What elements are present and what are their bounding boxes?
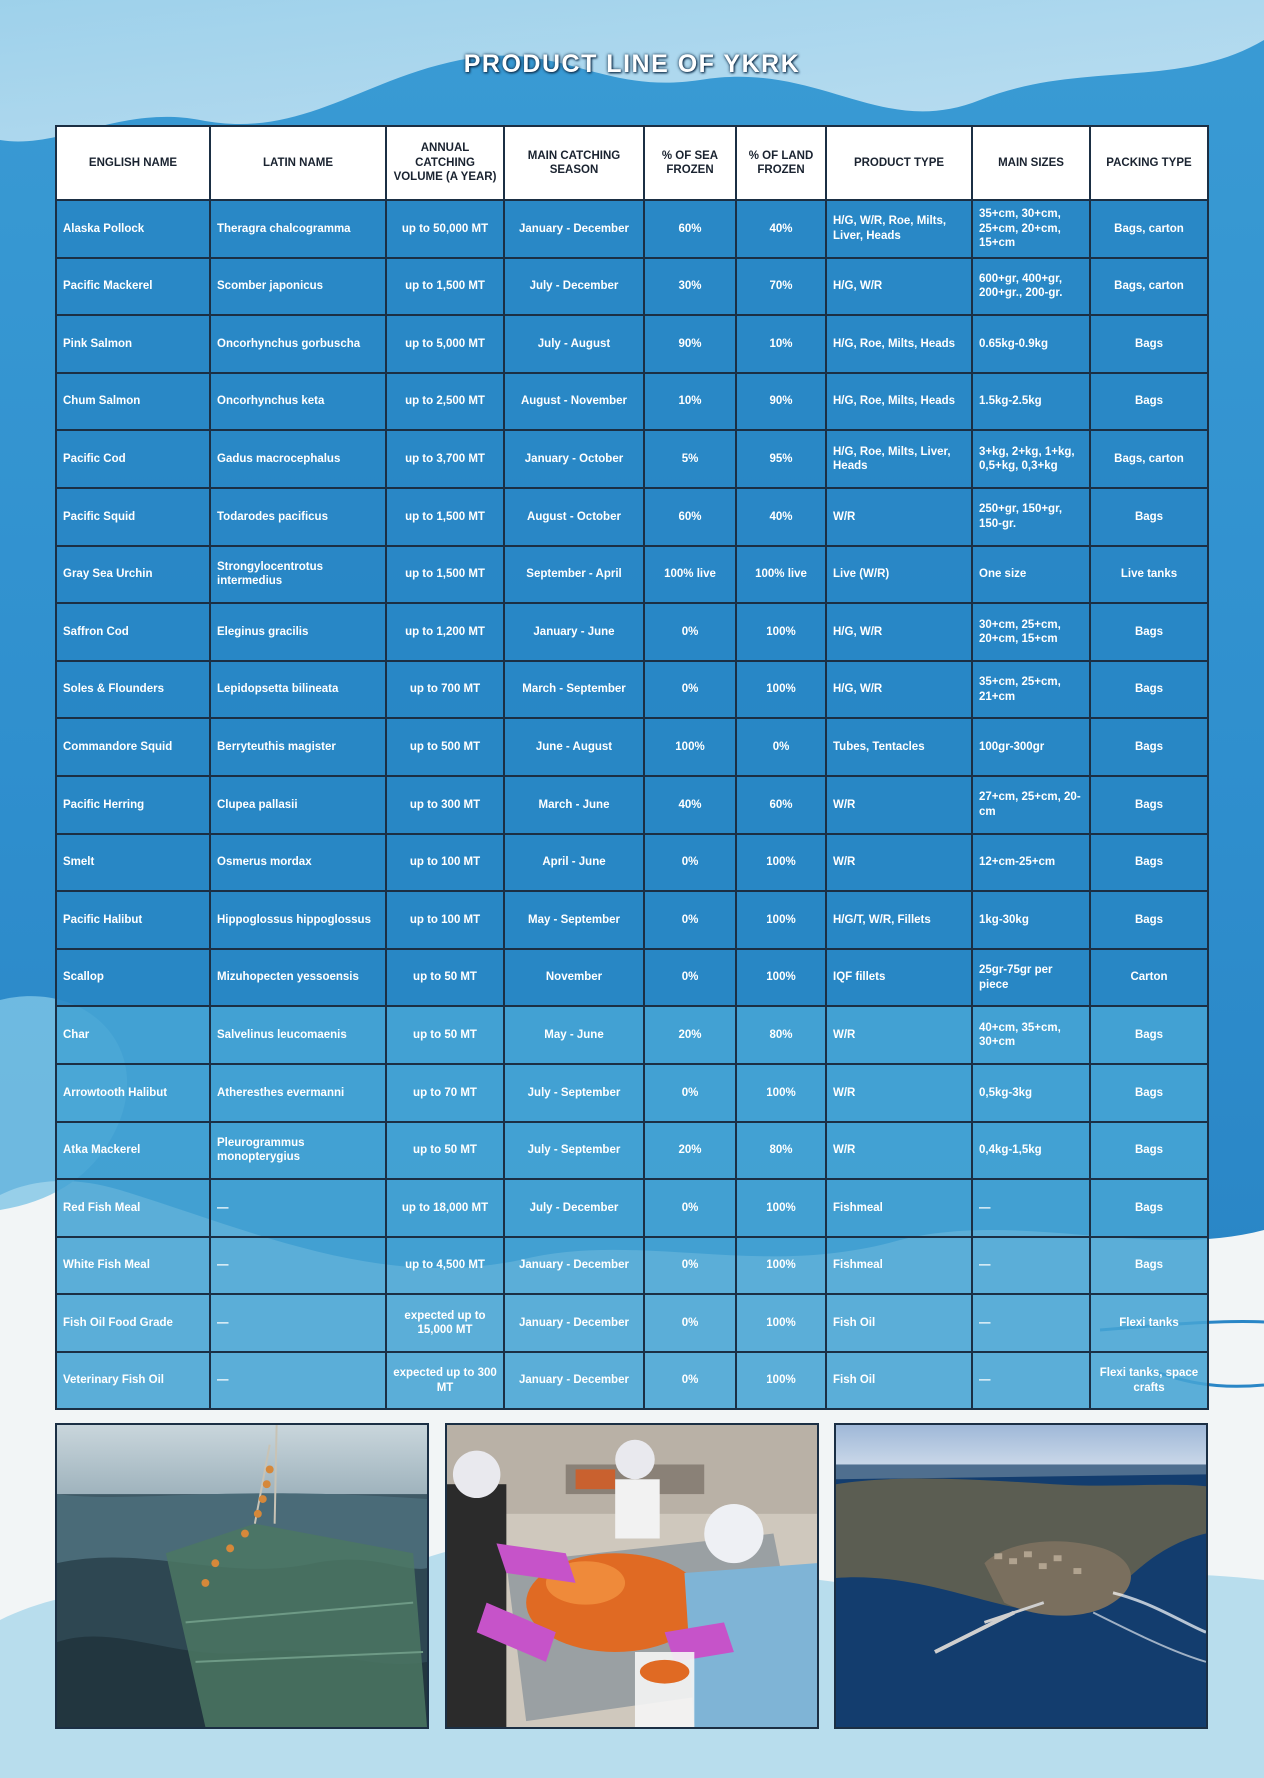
- cell-land-frozen: 80%: [736, 1122, 826, 1180]
- table-row: [56, 546, 1208, 604]
- cell-latin-name: Oncorhynchus keta: [210, 373, 386, 431]
- cell-english-name: Veterinary Fish Oil: [56, 1352, 210, 1410]
- cell-product-type: W/R: [826, 834, 972, 892]
- cell-season: January - December: [504, 200, 644, 258]
- cell-latin-name: Eleginus gracilis: [210, 603, 386, 661]
- cell-english-name: Pacific Herring: [56, 776, 210, 834]
- cell-main-sizes: 0,4kg-1,5kg: [972, 1122, 1090, 1180]
- cell-product-type: W/R: [826, 776, 972, 834]
- header-land-frozen: % OF LAND FROZEN: [736, 126, 826, 200]
- cell-season: July - September: [504, 1122, 644, 1180]
- page-title: PRODUCT LINE OF YKRK: [463, 50, 801, 78]
- cell-product-type: W/R: [826, 1122, 972, 1180]
- cell-english-name: Saffron Cod: [56, 603, 210, 661]
- cell-land-frozen: 100%: [736, 834, 826, 892]
- cell-english-name: Smelt: [56, 834, 210, 892]
- cell-sea-frozen: 0%: [644, 1237, 736, 1295]
- cell-main-sizes: —: [972, 1237, 1090, 1295]
- cell-land-frozen: 100%: [736, 1237, 826, 1295]
- cell-sea-frozen: 0%: [644, 1179, 736, 1237]
- cell-land-frozen: 100%: [736, 1064, 826, 1122]
- table-row: [56, 1237, 1208, 1295]
- cell-main-sizes: —: [972, 1294, 1090, 1352]
- photo-roe-processing: [445, 1423, 819, 1729]
- cell-latin-name: Mizuhopecten yessoensis: [210, 949, 386, 1007]
- cell-season: November: [504, 949, 644, 1007]
- cell-packing-type: Bags: [1090, 891, 1208, 949]
- cell-land-frozen: 100%: [736, 1179, 826, 1237]
- cell-annual-volume: up to 1,500 MT: [386, 546, 504, 604]
- cell-product-type: Fish Oil: [826, 1352, 972, 1410]
- cell-annual-volume: up to 300 MT: [386, 776, 504, 834]
- cell-sea-frozen: 30%: [644, 258, 736, 316]
- cell-english-name: Char: [56, 1006, 210, 1064]
- cell-land-frozen: 10%: [736, 315, 826, 373]
- cell-annual-volume: up to 2,500 MT: [386, 373, 504, 431]
- cell-packing-type: Flexi tanks: [1090, 1294, 1208, 1352]
- cell-latin-name: Oncorhynchus gorbuscha: [210, 315, 386, 373]
- cell-sea-frozen: 5%: [644, 430, 736, 488]
- cell-season: August - November: [504, 373, 644, 431]
- cell-english-name: Red Fish Meal: [56, 1179, 210, 1237]
- cell-packing-type: Carton: [1090, 949, 1208, 1007]
- cell-english-name: Pink Salmon: [56, 315, 210, 373]
- cell-annual-volume: up to 4,500 MT: [386, 1237, 504, 1295]
- cell-product-type: Tubes, Tentacles: [826, 718, 972, 776]
- cell-annual-volume: up to 500 MT: [386, 718, 504, 776]
- cell-packing-type: Bags: [1090, 661, 1208, 719]
- cell-latin-name: Gadus macrocephalus: [210, 430, 386, 488]
- cell-product-type: H/G, Roe, Milts, Liver, Heads: [826, 430, 972, 488]
- cell-land-frozen: 100%: [736, 949, 826, 1007]
- cell-english-name: Commandore Squid: [56, 718, 210, 776]
- header-main-sizes: MAIN SIZES: [972, 126, 1090, 200]
- cell-season: January - December: [504, 1352, 644, 1410]
- cell-sea-frozen: 100%: [644, 718, 736, 776]
- cell-season: January - December: [504, 1294, 644, 1352]
- cell-english-name: Soles & Flounders: [56, 661, 210, 719]
- cell-packing-type: Bags: [1090, 1006, 1208, 1064]
- cell-english-name: Atka Mackerel: [56, 1122, 210, 1180]
- cell-main-sizes: 25gr-75gr per piece: [972, 949, 1090, 1007]
- cell-product-type: Fishmeal: [826, 1237, 972, 1295]
- cell-annual-volume: expected up to 300 MT: [386, 1352, 504, 1410]
- cell-packing-type: Live tanks: [1090, 546, 1208, 604]
- cell-english-name: Arrowtooth Halibut: [56, 1064, 210, 1122]
- cell-season: September - April: [504, 546, 644, 604]
- cell-annual-volume: up to 50 MT: [386, 1006, 504, 1064]
- cell-latin-name: Scomber japonicus: [210, 258, 386, 316]
- table-row: [56, 1352, 1208, 1410]
- cell-season: May - June: [504, 1006, 644, 1064]
- cell-land-frozen: 95%: [736, 430, 826, 488]
- cell-land-frozen: 100%: [736, 1294, 826, 1352]
- cell-sea-frozen: 20%: [644, 1006, 736, 1064]
- cell-main-sizes: 0,5kg-3kg: [972, 1064, 1090, 1122]
- cell-land-frozen: 100%: [736, 603, 826, 661]
- cell-annual-volume: up to 3,700 MT: [386, 430, 504, 488]
- cell-annual-volume: up to 50 MT: [386, 949, 504, 1007]
- cell-product-type: IQF fillets: [826, 949, 972, 1007]
- cell-latin-name: Lepidopsetta bilineata: [210, 661, 386, 719]
- table-row: [56, 1122, 1208, 1180]
- table-row: [56, 661, 1208, 719]
- table-row: [56, 1006, 1208, 1064]
- cell-sea-frozen: 60%: [644, 488, 736, 546]
- table-row: [56, 430, 1208, 488]
- cell-season: January - December: [504, 1237, 644, 1295]
- header-english-name: ENGLISH NAME: [56, 126, 210, 200]
- table-body: [56, 200, 1208, 1409]
- cell-english-name: Fish Oil Food Grade: [56, 1294, 210, 1352]
- cell-packing-type: Bags: [1090, 603, 1208, 661]
- cell-sea-frozen: 0%: [644, 834, 736, 892]
- cell-annual-volume: up to 1,500 MT: [386, 258, 504, 316]
- cell-packing-type: Bags: [1090, 315, 1208, 373]
- table-row: [56, 315, 1208, 373]
- table-row: [56, 488, 1208, 546]
- cell-season: August - October: [504, 488, 644, 546]
- header-product-type: PRODUCT TYPE: [826, 126, 972, 200]
- cell-land-frozen: 40%: [736, 200, 826, 258]
- cell-land-frozen: 40%: [736, 488, 826, 546]
- cell-main-sizes: 35+cm, 30+cm, 25+cm, 20+cm, 15+cm: [972, 200, 1090, 258]
- cell-english-name: Pacific Cod: [56, 430, 210, 488]
- cell-english-name: Alaska Pollock: [56, 200, 210, 258]
- cell-main-sizes: —: [972, 1179, 1090, 1237]
- cell-product-type: Fish Oil: [826, 1294, 972, 1352]
- cell-packing-type: Bags: [1090, 1122, 1208, 1180]
- cell-season: May - September: [504, 891, 644, 949]
- cell-main-sizes: 250+gr, 150+gr, 150-gr.: [972, 488, 1090, 546]
- cell-main-sizes: 1kg-30kg: [972, 891, 1090, 949]
- photo-fishing-net: [55, 1423, 429, 1729]
- cell-packing-type: Bags, carton: [1090, 258, 1208, 316]
- cell-annual-volume: up to 50 MT: [386, 1122, 504, 1180]
- cell-annual-volume: expected up to 15,000 MT: [386, 1294, 504, 1352]
- table-row: [56, 718, 1208, 776]
- cell-latin-name: Pleurogrammus monopterygius: [210, 1122, 386, 1180]
- cell-packing-type: Flexi tanks, space crafts: [1090, 1352, 1208, 1410]
- cell-annual-volume: up to 1,500 MT: [386, 488, 504, 546]
- cell-product-type: H/G, W/R, Roe, Milts, Liver, Heads: [826, 200, 972, 258]
- cell-land-frozen: 100% live: [736, 546, 826, 604]
- cell-packing-type: Bags: [1090, 1237, 1208, 1295]
- photo-aerial-port: [834, 1423, 1208, 1729]
- cell-annual-volume: up to 100 MT: [386, 891, 504, 949]
- table-row: [56, 834, 1208, 892]
- cell-packing-type: Bags: [1090, 373, 1208, 431]
- cell-packing-type: Bags, carton: [1090, 430, 1208, 488]
- cell-season: July - December: [504, 1179, 644, 1237]
- cell-sea-frozen: 60%: [644, 200, 736, 258]
- header-annual-volume: ANNUAL CATCHING VOLUME (A YEAR): [386, 126, 504, 200]
- cell-season: March - June: [504, 776, 644, 834]
- cell-main-sizes: 100gr-300gr: [972, 718, 1090, 776]
- cell-season: March - September: [504, 661, 644, 719]
- cell-english-name: Pacific Mackerel: [56, 258, 210, 316]
- cell-latin-name: —: [210, 1237, 386, 1295]
- cell-latin-name: —: [210, 1352, 386, 1410]
- cell-sea-frozen: 40%: [644, 776, 736, 834]
- cell-main-sizes: 35+cm, 25+cm, 21+cm: [972, 661, 1090, 719]
- cell-main-sizes: 600+gr, 400+gr, 200+gr., 200-gr.: [972, 258, 1090, 316]
- product-table: [55, 125, 1209, 1410]
- cell-sea-frozen: 20%: [644, 1122, 736, 1180]
- cell-annual-volume: up to 100 MT: [386, 834, 504, 892]
- cell-sea-frozen: 0%: [644, 603, 736, 661]
- cell-season: January - October: [504, 430, 644, 488]
- table-row: [56, 949, 1208, 1007]
- cell-main-sizes: 30+cm, 25+cm, 20+cm, 15+cm: [972, 603, 1090, 661]
- cell-sea-frozen: 0%: [644, 891, 736, 949]
- cell-annual-volume: up to 1,200 MT: [386, 603, 504, 661]
- cell-main-sizes: 12+cm-25+cm: [972, 834, 1090, 892]
- cell-latin-name: —: [210, 1294, 386, 1352]
- cell-packing-type: Bags: [1090, 488, 1208, 546]
- cell-packing-type: Bags: [1090, 776, 1208, 834]
- cell-sea-frozen: 0%: [644, 661, 736, 719]
- cell-product-type: W/R: [826, 1064, 972, 1122]
- table-row: [56, 200, 1208, 258]
- cell-annual-volume: up to 5,000 MT: [386, 315, 504, 373]
- cell-season: April - June: [504, 834, 644, 892]
- cell-season: January - June: [504, 603, 644, 661]
- cell-product-type: H/G/T, W/R, Fillets: [826, 891, 972, 949]
- cell-sea-frozen: 10%: [644, 373, 736, 431]
- cell-sea-frozen: 0%: [644, 1064, 736, 1122]
- cell-product-type: H/G, W/R: [826, 603, 972, 661]
- table-row: [56, 1294, 1208, 1352]
- cell-product-type: H/G, Roe, Milts, Heads: [826, 373, 972, 431]
- table-row: [56, 603, 1208, 661]
- cell-english-name: Scallop: [56, 949, 210, 1007]
- cell-season: June - August: [504, 718, 644, 776]
- cell-packing-type: Bags: [1090, 1064, 1208, 1122]
- cell-packing-type: Bags, carton: [1090, 200, 1208, 258]
- table-row: [56, 891, 1208, 949]
- cell-packing-type: Bags: [1090, 834, 1208, 892]
- cell-packing-type: Bags: [1090, 1179, 1208, 1237]
- table-row: [56, 1179, 1208, 1237]
- cell-latin-name: Berryteuthis magister: [210, 718, 386, 776]
- cell-annual-volume: up to 18,000 MT: [386, 1179, 504, 1237]
- cell-land-frozen: 0%: [736, 718, 826, 776]
- cell-english-name: Chum Salmon: [56, 373, 210, 431]
- cell-product-type: W/R: [826, 488, 972, 546]
- cell-land-frozen: 60%: [736, 776, 826, 834]
- cell-annual-volume: up to 700 MT: [386, 661, 504, 719]
- cell-main-sizes: 3+kg, 2+kg, 1+kg, 0,5+kg, 0,3+kg: [972, 430, 1090, 488]
- cell-english-name: White Fish Meal: [56, 1237, 210, 1295]
- cell-product-type: H/G, Roe, Milts, Heads: [826, 315, 972, 373]
- cell-latin-name: Atheresthes evermanni: [210, 1064, 386, 1122]
- cell-latin-name: Todarodes pacificus: [210, 488, 386, 546]
- cell-english-name: Pacific Squid: [56, 488, 210, 546]
- cell-product-type: W/R: [826, 1006, 972, 1064]
- cell-latin-name: Strongylocentrotus intermedius: [210, 546, 386, 604]
- cell-latin-name: Theragra chalcogramma: [210, 200, 386, 258]
- table-header-row: [56, 126, 1208, 200]
- header-sea-frozen: % OF SEA FROZEN: [644, 126, 736, 200]
- table-row: [56, 258, 1208, 316]
- cell-main-sizes: One size: [972, 546, 1090, 604]
- cell-annual-volume: up to 70 MT: [386, 1064, 504, 1122]
- cell-latin-name: Hippoglossus hippoglossus: [210, 891, 386, 949]
- cell-main-sizes: —: [972, 1352, 1090, 1410]
- cell-land-frozen: 100%: [736, 1352, 826, 1410]
- cell-land-frozen: 70%: [736, 258, 826, 316]
- cell-latin-name: Clupea pallasii: [210, 776, 386, 834]
- cell-sea-frozen: 0%: [644, 1352, 736, 1410]
- cell-latin-name: —: [210, 1179, 386, 1237]
- cell-annual-volume: up to 50,000 MT: [386, 200, 504, 258]
- cell-season: July - September: [504, 1064, 644, 1122]
- cell-sea-frozen: 100% live: [644, 546, 736, 604]
- cell-season: July - December: [504, 258, 644, 316]
- cell-land-frozen: 90%: [736, 373, 826, 431]
- cell-packing-type: Bags: [1090, 718, 1208, 776]
- cell-main-sizes: 27+cm, 25+cm, 20-cm: [972, 776, 1090, 834]
- table-row: [56, 776, 1208, 834]
- cell-sea-frozen: 0%: [644, 1294, 736, 1352]
- cell-english-name: Gray Sea Urchin: [56, 546, 210, 604]
- cell-land-frozen: 80%: [736, 1006, 826, 1064]
- cell-product-type: H/G, W/R: [826, 661, 972, 719]
- cell-sea-frozen: 0%: [644, 949, 736, 1007]
- cell-land-frozen: 100%: [736, 661, 826, 719]
- cell-english-name: Pacific Halibut: [56, 891, 210, 949]
- cell-main-sizes: 0.65kg-0.9kg: [972, 315, 1090, 373]
- table-row: [56, 1064, 1208, 1122]
- header-latin-name: LATIN NAME: [210, 126, 386, 200]
- table-row: [56, 373, 1208, 431]
- cell-product-type: H/G, W/R: [826, 258, 972, 316]
- header-packing-type: PACKING TYPE: [1090, 126, 1208, 200]
- cell-sea-frozen: 90%: [644, 315, 736, 373]
- cell-latin-name: Osmerus mordax: [210, 834, 386, 892]
- cell-product-type: Fishmeal: [826, 1179, 972, 1237]
- cell-main-sizes: 1.5kg-2.5kg: [972, 373, 1090, 431]
- cell-main-sizes: 40+cm, 35+cm, 30+cm: [972, 1006, 1090, 1064]
- header-season: MAIN CATCHING SEASON: [504, 126, 644, 200]
- cell-season: July - August: [504, 315, 644, 373]
- cell-land-frozen: 100%: [736, 891, 826, 949]
- cell-latin-name: Salvelinus leucomaenis: [210, 1006, 386, 1064]
- cell-product-type: Live (W/R): [826, 546, 972, 604]
